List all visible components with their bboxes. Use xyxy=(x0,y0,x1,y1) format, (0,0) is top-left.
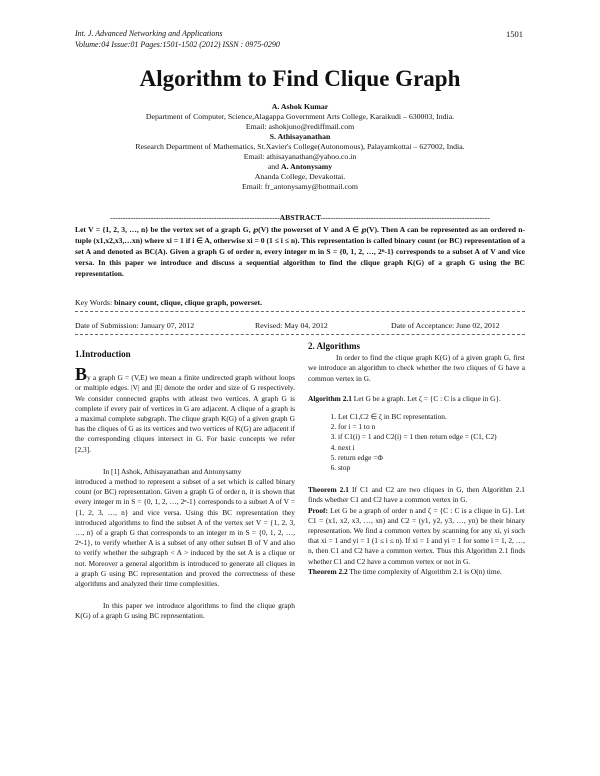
paper-title: Algorithm to Find Clique Graph xyxy=(139,66,461,91)
and-word: and xyxy=(267,162,280,171)
algorithm-2-1-text: Let G be a graph. Let ζ = {C : C is a clique in G}. xyxy=(353,393,501,403)
algorithm-step: 6. stop xyxy=(338,463,525,473)
theorem-2-2-text: The time complexity of Algorithm 2.1 is O(n) time. xyxy=(349,566,502,576)
intro-paragraph-1-text: y a graph G = (V,E) we mean a finite undirected graph without loops or multiple edges. |V| and |E| denote the order and size of G respectively. We consider connected graphs with atleast two vertices. A graph G is complete if every pair of vertices in G are adjacent. A clique of a graph is a maximal complete subgraph. The clique graph K(G) of a given graph G has the cliques of G as its vertices and two vertices of K(G) are adjacent if the corresponding cliques intersect in G. For basic concepts we refer [2,3]. xyxy=(75,373,295,454)
algorithm-step: 1. Let C1,C2 ∈ ζ in BC representation. xyxy=(338,412,525,422)
intro-paragraph-3: In this paper we introduce algorithms to find the clique graph K(G) of a graph G using BC representation. xyxy=(75,601,295,621)
keywords-label: Key Words: xyxy=(75,298,113,307)
dropcap-letter: B xyxy=(75,364,88,385)
abstract-heading: -------------------------------------------------------------------ABSTRACT------------------------------------------------------------------- xyxy=(110,213,490,222)
keywords-value: binary count, clique, clique graph, powerset. xyxy=(114,298,263,307)
proof-title: Proof: xyxy=(308,505,328,515)
author-1-email: Email: ashokjuno@rediffmail.com xyxy=(245,122,355,131)
theorem-2-2 xyxy=(308,567,525,577)
author-3-affiliation: Ananda College, Devakottai. xyxy=(254,172,346,181)
algorithm-step: 2. for i = 1 to n xyxy=(338,422,525,432)
section-2-title: 2. Algorithms xyxy=(308,341,361,351)
author-3-email: Email: fr_antonysamy@hotmail.com xyxy=(242,182,358,191)
journal-name: Int. J. Advanced Networking and Applications xyxy=(75,29,223,38)
author-1-affiliation: Department of Computer, Science,Alagappa Government Arts College, Karaikudi – 630003, India. xyxy=(145,112,455,121)
algorithm-step: 5. return edge =Φ xyxy=(338,453,525,463)
abstract-text: Let V = {1, 2, 3, …, n} be the vertex set of a graph G, ℘(V) the powerset of V and A ∈ ℘(V). Then A can be represented as an ordered n-tuple (x1,x2,x3,…xn) where xi = 1 if i ∈ A, otherwise xi = 0 (1 ≤ i ≤ n). This representation is called binary count (or BC) representation of a set A and denoted as BC(A). Given a graph G of order n, every integer m in S = {0, 1, 2, …, 2ⁿ-1} corresponds to a subset A of V and vice versa. In this paper we introduce and discuss a sequential algorithm to find the clique graph K(G) of a graph G using the BC representation. xyxy=(75,225,525,278)
volume-line: Volume:04 Issue:01 Pages:1501-1502 (2012) ISSN : 0975-0290 xyxy=(75,40,280,49)
author-block xyxy=(60,102,540,192)
author-3-name: A. Antonysamy xyxy=(281,162,333,171)
theorem-2-1-text: If C1 and C2 are two cliques in G, then Algorithm 2.1 finds whether C1 and C2 have a common vertex in G. xyxy=(308,485,525,505)
theorem-2-2-title: Theorem 2.2 xyxy=(308,566,348,576)
divider-bottom xyxy=(75,334,525,335)
theorem-2-1 xyxy=(308,485,525,505)
algorithm-steps xyxy=(308,412,525,473)
intro-paragraph-2-lead: In [1] Ashok, Athisayanathan and Antonysamy xyxy=(103,466,242,476)
algorithm-step: 4. next i xyxy=(338,443,525,453)
algorithm-2-1 xyxy=(308,394,525,404)
author-2-affiliation: Research Department of Mathematics, St.Xavier's College(Autonomous), Palayamkottai – 627002, India. xyxy=(135,142,465,151)
theorem-2-1-title: Theorem 2.1 xyxy=(308,485,349,495)
intro-paragraph-2: introduced a method to represent a subset of a set which is called binary count (or BC) representation. Given a graph G of order n, it is shown that every integer m in S = {0, 1, 2, …, 2ⁿ-1} corresponds to a subset A of V = {1, 2, 3, …, n} and vice versa. Using this BC representation they introduced algorithms to find the subset A of the vertex set V = {1, 2, 3, …, n} of a graph G that corresponds to an integer m in S = {0, 1, 2, …, 2ⁿ-1}, to verify whether A is a subset of any other subset B of V and also to verify whether the subgraph < A > induced by the set A is a clique or not. Moreover a general algorithm is introduced to generate all cliques in a graph G using BC representation and proved the correctness of these algorithms and analyzed their time complexities. xyxy=(75,477,295,589)
section-1-title: 1.Introduction xyxy=(75,349,131,359)
author-3-line xyxy=(60,162,540,172)
author-2-email: Email: athisayanathan@yahoo.co.in xyxy=(243,152,357,161)
algorithm-step: 3. if C1(i) = 1 and C2(i) = 1 then return edge = (C1, C2) xyxy=(338,432,525,442)
divider-top xyxy=(75,311,525,312)
algorithm-2-1-title: Algorithm 2.1 xyxy=(308,393,352,403)
page-number: 1501 xyxy=(506,29,523,39)
intro-paragraph-1 xyxy=(75,364,295,455)
keywords xyxy=(75,298,262,307)
left-column xyxy=(75,349,295,622)
submission-date: Date of Submission: January 07, 2012 xyxy=(75,321,195,330)
author-2-name: S. Athisayanathan xyxy=(269,132,331,141)
acceptance-date: Date of Acceptance: June 02, 2012 xyxy=(391,321,500,330)
right-column xyxy=(308,341,525,577)
algorithms-intro: In order to find the clique graph K(G) of a given graph G, first we introduce an algorithm to check whether the two cliques of G have a common vertex in G. xyxy=(308,353,525,383)
proof xyxy=(308,506,525,567)
proof-text: Let G be a graph of order n and ζ = {C : C is a clique in G}. Let C1 = (x1, x2, x3, …, xn) and C2 = (y1, y2, y3, …, yn) be their binary representation. We find a common vertex by scanning for any xi, yi such that xi = 1 and yi = 1 (1 ≤ i ≤ n). If xi = 1 and yi = 1 for some i = 1, 2, …, n, then C1 and C2 have a common vertex. Thus this Algorithm 2.1 finds whether C1 and C2 have a common vertex or not in G. xyxy=(308,505,525,566)
revised-date: Revised: May 04, 2012 xyxy=(255,321,328,330)
author-1-name: A. Ashok Kumar xyxy=(271,102,329,111)
